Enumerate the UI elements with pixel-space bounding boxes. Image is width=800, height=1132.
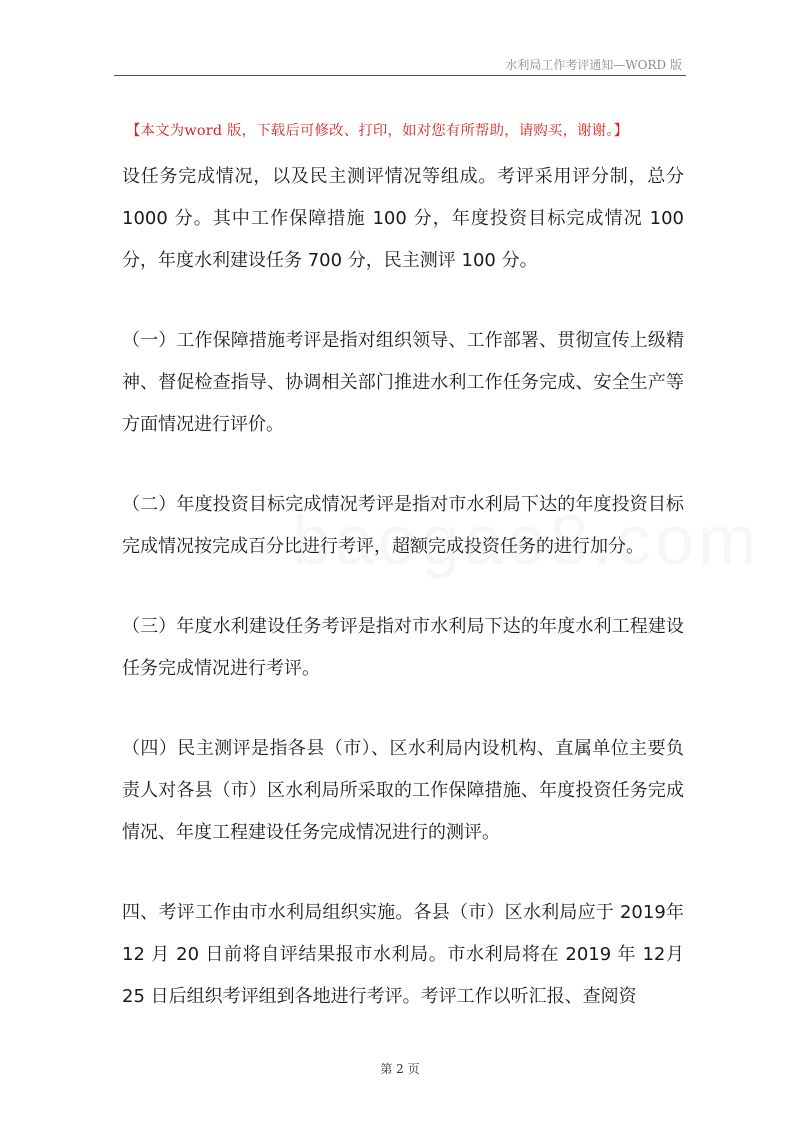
watermark [292,500,760,580]
document-body [122,156,684,1018]
paragraph-item-3: （三）年度水利建设任务考评是指对市水利局下达的年度水利工程建设任务完成情况进行考评。 [122,616,684,679]
paragraph-item-2: （二）年度投资目标完成情况考评是指对市水利局下达的年度投资目标完成情况按完成百分比进行考评，超额完成投资任务的进行加分。 [122,494,684,557]
paragraph-scoring: 设任务完成情况，以及民主测评情况等组成。考评采用评分制，总分1000 分。其中工作保障措施 100 分，年度投资目标完成情况 100 分，年度水利建设任务 700 分，民主测评 100 分。 [122,166,684,271]
paragraph-item-4: （四）民主测评是指各县（市）、区水利局内设机构、直属单位主要负责人对各县（市）区水利局所采取的工作保障措施、年度投资任务完成情况、年度工程建设任务完成情况进行的测评。 [122,738,684,843]
header-rule [114,75,686,76]
page-header [114,54,686,76]
page-number: 第 2 页 [380,1062,420,1076]
paragraph-item-1: （一）工作保障措施考评是指对组织领导、工作部署、贯彻宣传上级精神、督促检查指导、协调相关部门推进水利工作任务完成、安全生产等方面情况进行评价。 [122,330,684,435]
header-title: 水利局工作考评通知—WORD 版 [505,58,682,72]
purchase-notice: 【本文为word 版，下载后可修改、打印，如对您有所帮助，请购买，谢谢。】 [126,123,629,139]
paragraph-section-4: 四、考评工作由市水利局组织实施。各县（市）区水利局应于 2019年 12 月 20 日前将自评结果报市水利局。市水利局将在 2019 年 12月 25 日后组织考评组到各地进行考评。考评工作以听汇报、查阅资 [122,902,684,1007]
